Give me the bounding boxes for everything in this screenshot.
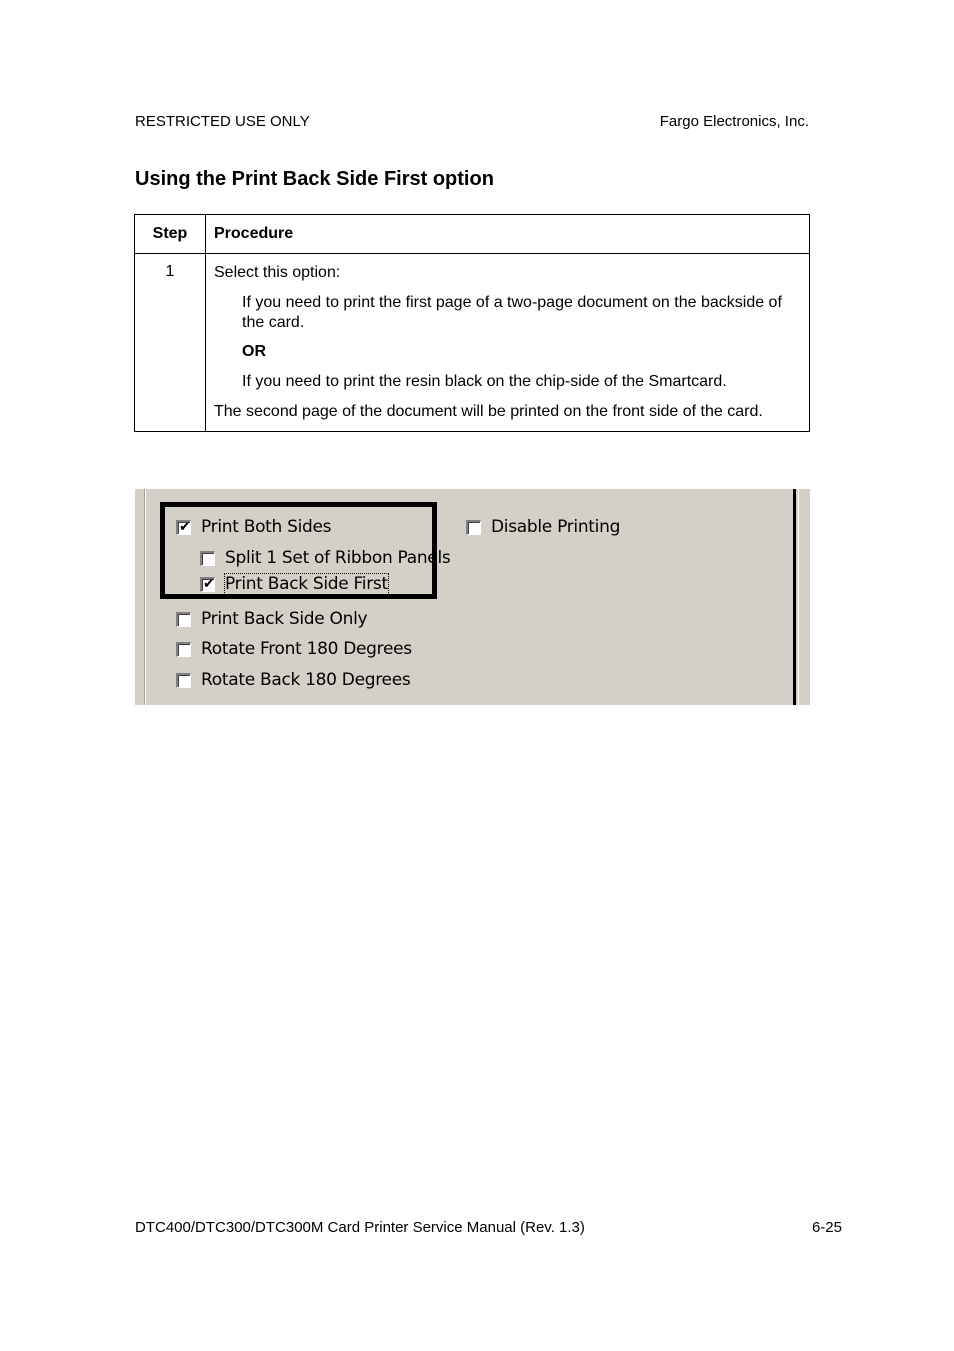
- checkbox-box[interactable]: [176, 642, 191, 657]
- footer-page-number: 6-25: [811, 1219, 842, 1236]
- checkbox-box[interactable]: [176, 520, 191, 535]
- header-right: Fargo Electronics, Inc.: [659, 113, 809, 130]
- table-row: [135, 254, 810, 432]
- checkbox-label: Print Back Side First: [225, 574, 388, 594]
- procedure-intro: Select this option:: [214, 264, 341, 281]
- procedure-cell: [206, 254, 810, 432]
- driver-options-screenshot: [135, 489, 810, 705]
- section-title: Using the Print Back Side First option: [135, 168, 494, 190]
- table-header-row: [135, 215, 810, 254]
- checkbox-label: Rotate Front 180 Degrees: [201, 639, 412, 659]
- print-both-sides-checkbox[interactable]: [176, 517, 331, 537]
- checkbox-label: Split 1 Set of Ribbon Panels: [225, 548, 451, 568]
- header-left: RESTRICTED USE ONLY: [135, 113, 310, 130]
- checkbox-label: Disable Printing: [491, 517, 621, 537]
- checkbox-label: Print Back Side Only: [201, 609, 368, 629]
- rotate-back-checkbox[interactable]: [176, 670, 410, 690]
- procedure-or: OR: [242, 343, 266, 360]
- print-back-side-first-checkbox[interactable]: [200, 574, 388, 594]
- check-mark-icon: ✔: [179, 518, 191, 535]
- checkbox-box[interactable]: [176, 673, 191, 688]
- procedure-option-b: If you need to print the resin black on the chip-side of the Smartcard.: [242, 373, 727, 390]
- disable-printing-checkbox[interactable]: [466, 517, 620, 537]
- panel-right-highlight: [798, 489, 799, 705]
- procedure-result: The second page of the document will be printed on the front side of the card.: [214, 403, 763, 420]
- procedure-option-a: If you need to print the first page of a two-page document on the backside of the card.: [242, 294, 782, 331]
- checkbox-label: Print Both Sides: [201, 517, 332, 537]
- check-mark-icon: ✔: [203, 575, 215, 592]
- checkbox-label: Rotate Back 180 Degrees: [201, 670, 411, 690]
- checkbox-box[interactable]: [176, 612, 191, 627]
- checkbox-box[interactable]: [200, 551, 215, 566]
- rotate-front-checkbox[interactable]: [176, 639, 412, 659]
- step-number: 1: [135, 254, 206, 432]
- print-back-side-only-checkbox[interactable]: [176, 609, 367, 629]
- footer-left: DTC400/DTC300/DTC300M Card Printer Service Manual (Rev. 1.3): [135, 1219, 585, 1236]
- procedure-table: [134, 214, 810, 432]
- procedure-column-header: Procedure: [206, 215, 810, 254]
- panel-right-divider: [793, 489, 796, 705]
- step-column-header: Step: [135, 215, 206, 254]
- panel-edge-highlight: [145, 489, 146, 705]
- split-ribbon-panels-checkbox[interactable]: [200, 548, 450, 568]
- checkbox-box[interactable]: [466, 520, 481, 535]
- checkbox-box[interactable]: [200, 577, 215, 592]
